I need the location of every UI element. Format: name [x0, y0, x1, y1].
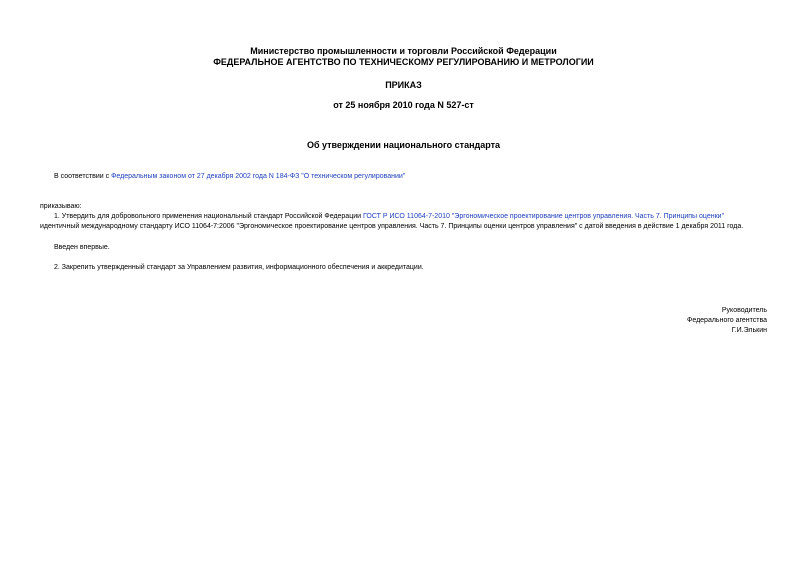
agency-title: ФЕДЕРАЛЬНОЕ АГЕНТСТВО ПО ТЕХНИЧЕСКОМУ РЕГУЛИРОВАНИЮ И МЕТРОЛОГИИ	[213, 57, 594, 67]
order-word: приказываю:	[40, 203, 82, 210]
federal-law-link[interactable]: Федеральным законом от 27 декабря 2002 года N 184-ФЗ "О техническом регулировании"	[111, 173, 406, 180]
item1-prefix: 1. Утвердить для добровольного применения национальный стандарт Российской Федерации	[54, 213, 363, 220]
ministry-title: Министерство промышленности и торговли Российской Федерации	[250, 46, 557, 56]
document-date-number: от 25 ноября 2010 года N 527-ст	[333, 100, 474, 110]
document-subject: Об утверждении национального стандарта	[306, 140, 501, 150]
item1-continuation: идентичный международному стандарту ИСО 11064-7:2006 "Эргономическое проектирование центров управления. Часть 7. Принципы оценки центров управления" с датой введения в действие 1 декабря 2011 года.	[40, 223, 744, 230]
gost-standard-link[interactable]: ГОСТ Р ИСО 11064-7-2010 "Эргономическое проектирование центров управления. Часть 7. Принципы оценки"	[362, 213, 725, 220]
introduced-note: Введен впервые.	[54, 244, 110, 251]
basis-paragraph	[54, 172, 405, 181]
signature-title-line1: Руководитель	[721, 307, 767, 314]
document-type: ПРИКАЗ	[385, 80, 422, 90]
basis-prefix: В соответствии с	[54, 173, 112, 180]
item2-paragraph: 2. Закрепить утвержденный стандарт за Управлением развития, информационного обеспечения и аккредитации.	[54, 264, 424, 271]
signature-title-line2: Федерального агентства	[687, 317, 767, 324]
item1-paragraph	[54, 212, 770, 221]
signature-name: Г.И.Элькин	[731, 327, 767, 334]
